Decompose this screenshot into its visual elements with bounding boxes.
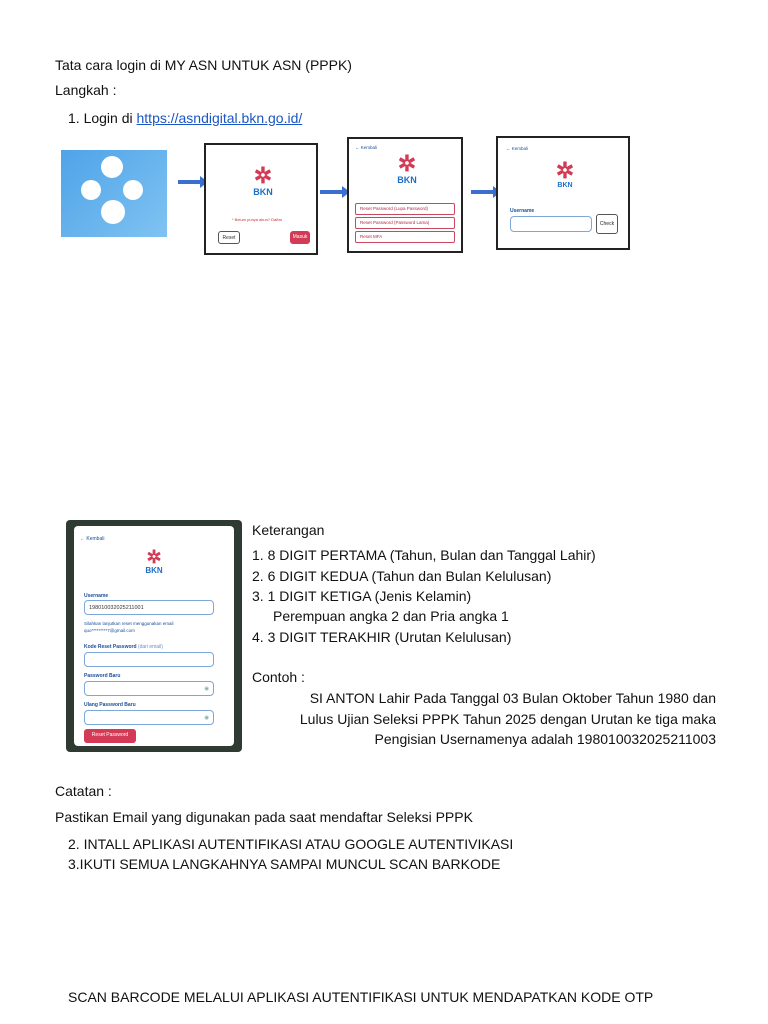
username-label: Username bbox=[84, 593, 109, 599]
back-link[interactable]: ← Kembali bbox=[355, 145, 378, 150]
password-label: Password Baru bbox=[84, 673, 121, 679]
catatan-line: 3.IKUTI SEMUA LANGKAHNYA SAMPAI MUNCUL SCAN BARKODE bbox=[68, 856, 501, 872]
kode-label: Kode Reset Password (dari email) bbox=[84, 644, 163, 650]
app-icon-circle bbox=[81, 180, 101, 200]
reset-options-screenshot bbox=[347, 137, 463, 253]
bkn-logo: ✲ BKN bbox=[545, 160, 585, 189]
keterangan-title: Keterangan bbox=[252, 522, 325, 538]
keterangan-item: 1. 8 DIGIT PERTAMA (Tahun, Bulan dan Tanggal Lahir) bbox=[252, 547, 596, 563]
app-icon-circle bbox=[123, 180, 143, 200]
timestamp: 16.02 bbox=[206, 741, 224, 748]
reset-form-screenshot bbox=[66, 520, 242, 752]
bkn-logo: ✲ BKN bbox=[243, 165, 283, 197]
catatan-label: Catatan : bbox=[55, 783, 112, 799]
keterangan-item: 3. 1 DIGIT KETIGA (Jenis Kelamin) bbox=[252, 588, 472, 604]
asndigital-link[interactable]: https://asndigital.bkn.go.id/ bbox=[136, 110, 303, 126]
bkn-logo-icon: ✲ bbox=[397, 151, 417, 176]
bkn-logo: ✲ BKN bbox=[134, 548, 174, 575]
username-input[interactable] bbox=[510, 216, 592, 232]
contoh-line: SI ANTON Lahir Pada Tanggal 03 Bulan Oktober Tahun 1980 dan bbox=[309, 690, 716, 706]
langkah-label: Langkah : bbox=[55, 82, 117, 98]
ulang-password-label: Ulang Password Baru bbox=[84, 702, 136, 708]
back-link[interactable]: ← Kembali bbox=[506, 146, 529, 151]
email-notice: Silahkan lanjutkan reset menggunakan email quo*********7@gmail.com bbox=[84, 621, 174, 633]
reset-password-old-option[interactable]: Reset Password (Password Lama) bbox=[355, 217, 455, 229]
eye-icon[interactable]: ◉ bbox=[204, 715, 209, 721]
bkn-logo-icon: ✲ bbox=[253, 163, 273, 188]
bkn-logo-icon: ✲ bbox=[146, 547, 162, 567]
catatan-line: 2. INTALL APLIKASI AUTENTIFIKASI ATAU GOOGLE AUTENTIVIKASI bbox=[68, 836, 514, 852]
kode-reset-input[interactable] bbox=[84, 652, 214, 667]
arrow-right-icon bbox=[178, 180, 202, 184]
check-button[interactable]: Check bbox=[596, 214, 618, 234]
document-title: Tata cara login di MY ASN UNTUK ASN (PPPK) bbox=[55, 57, 352, 73]
login-button[interactable]: Masuk bbox=[290, 231, 310, 244]
contoh-line: Lulus Ujian Seleksi PPPK Tahun 2025 dengan Urutan ke tiga maka bbox=[299, 711, 716, 727]
ulang-password-input[interactable] bbox=[84, 710, 214, 725]
bkn-logo-icon: ✲ bbox=[555, 158, 575, 183]
app-screenshot-1 bbox=[61, 150, 167, 237]
username-label: Username bbox=[510, 208, 535, 214]
password-input[interactable] bbox=[84, 681, 214, 696]
signup-notice: * Belum punya akun? Daftar bbox=[232, 217, 283, 222]
footer-instruction: SCAN BARCODE MELALUI APLIKASI AUTENTIFIKASI UNTUK MENDAPATKAN KODE OTP bbox=[68, 989, 654, 1005]
reset-button[interactable]: Reset bbox=[218, 231, 240, 244]
app-icon-circle bbox=[101, 200, 125, 224]
step-1 bbox=[68, 109, 302, 127]
contoh-label: Contoh : bbox=[252, 669, 305, 685]
contoh-line: Pengisian Usernamenya adalah 198010032025211003 bbox=[374, 731, 716, 747]
arrow-right-icon bbox=[320, 190, 344, 194]
login-screenshot bbox=[204, 143, 318, 255]
reset-password-forgot-option[interactable]: Reset Password (Lupa Password) bbox=[355, 203, 455, 215]
username-input[interactable]: 198010032025211001 bbox=[84, 600, 214, 615]
username-check-screenshot bbox=[496, 136, 630, 250]
keterangan-item: Perempuan angka 2 dan Pria angka 1 bbox=[273, 608, 509, 624]
reset-password-button[interactable]: Reset Password bbox=[84, 729, 136, 743]
back-link[interactable]: ← Kembali bbox=[80, 536, 105, 542]
app-icon-circle bbox=[101, 156, 123, 178]
keterangan-item: 4. 3 DIGIT TERAKHIR (Urutan Kelulusan) bbox=[252, 629, 512, 645]
catatan-line: Pastikan Email yang digunakan pada saat mendaftar Seleksi PPPK bbox=[55, 809, 473, 825]
step-1-prefix: 1. Login di bbox=[68, 110, 137, 126]
reset-form-panel bbox=[74, 526, 234, 746]
bkn-logo: ✲ BKN bbox=[387, 153, 427, 185]
eye-icon[interactable]: ◉ bbox=[204, 686, 209, 692]
keterangan-item: 2. 6 DIGIT KEDUA (Tahun dan Bulan Kelulusan) bbox=[252, 568, 552, 584]
reset-mfa-option[interactable]: Reset MFA bbox=[355, 231, 455, 243]
arrow-right-icon bbox=[471, 190, 495, 194]
